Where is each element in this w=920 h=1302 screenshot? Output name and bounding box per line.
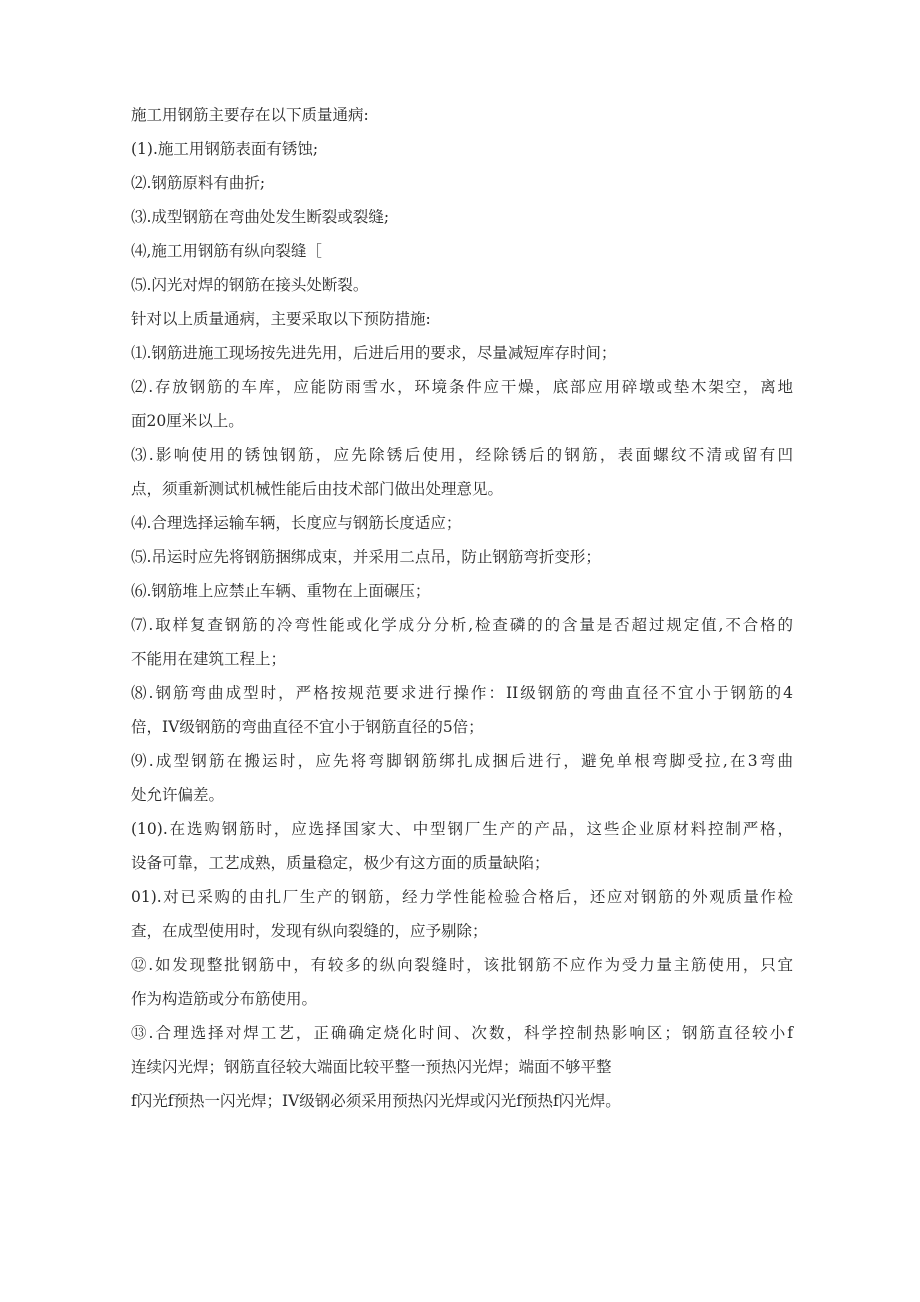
problem-item: ⑵.钢筋原料有曲折;: [131, 174, 266, 192]
document-body: [131, 98, 793, 1118]
measure-item-continuation: 处允许偏差。: [131, 786, 225, 804]
measure-item: 01).对已采购的由扎厂生产的钢筋，经力学性能检验合格后，还应对钢筋的外观质量作检: [131, 888, 793, 906]
measure-item-continuation: 不能用在建筑工程上；: [131, 650, 287, 668]
measure-item-continuation: 点，须重新测试机械性能后由技术部门做出处理意见。: [131, 480, 504, 498]
measure-item: ⑫.如发现整批钢筋中，有较多的纵向裂缝时，该批钢筋不应作为受力量主筋使用，只宜: [131, 956, 793, 974]
measure-item-continuation: 倍，IV级钢筋的弯曲直径不宜小于钢筋直径的5倍；: [131, 718, 484, 736]
measure-item-continuation: f闪光f预热一闪光焊；IV级钢必须采用预热闪光焊或闪光f预热f闪光焊。: [131, 1092, 621, 1110]
measures-intro-line: 针对以上质量通病，主要采取以下预防措施:: [131, 310, 431, 328]
measure-item: ⑴.钢筋进施工现场按先进先用，后进后用的要求，尽量减短库存时间；: [131, 344, 617, 362]
problem-item: (1).施工用钢筋表面有锈蚀;: [131, 140, 319, 158]
measure-item-continuation: 连续闪光焊；钢筋直径较大端面比较平整一预热闪光焊；端面不够平整: [131, 1058, 612, 1076]
measure-item-continuation: 作为构造筋或分布筋使用。: [131, 990, 318, 1008]
measure-item: ⑼.成型钢筋在搬运时，应先将弯脚钢筋绑扎成捆后进行，避免单根弯脚受拉,在3弯曲: [131, 752, 793, 770]
intro-line: 施工用钢筋主要存在以下质量通病:: [131, 106, 369, 124]
measure-item: ⑶.影响使用的锈蚀钢筋，应先除锈后使用，经除锈后的钢筋，表面螺纹不清或留有凹: [131, 446, 793, 464]
problem-item: ⑶.成型钢筋在弯曲处发生断裂或裂缝;: [131, 208, 390, 226]
measure-item: ⑸.吊运时应先将钢筋捆绑成束，并采用二点吊，防止钢筋弯折变形；: [131, 548, 601, 566]
measure-item: ⑵.存放钢筋的车库，应能防雨雪水，环境条件应干燥，底部应用碎墩或垫木架空，离地: [131, 378, 793, 396]
measure-item-continuation: 查，在成型使用时，发现有纵向裂缝的，应予剔除；: [131, 922, 488, 940]
measure-item-continuation: 面20厘米以上。: [131, 412, 244, 430]
measure-item: ⑷.合理选择运输车辆，长度应与钢筋长度适应；: [131, 514, 462, 532]
measure-item: (10).在选购钢筋时，应选择国家大、中型钢厂生产的产品，这些企业原材料控制严格，: [131, 820, 793, 838]
measure-item-continuation: 设备可靠，工艺成熟，质量稳定，极少有这方面的质量缺陷；: [131, 854, 550, 872]
problem-item: ⑸.闪光对焊的钢筋在接头处断裂。: [131, 276, 369, 294]
measure-item: ⑺.取样复查钢筋的冷弯性能或化学成分分析,检查磷的的含量是否超过规定值,不合格的: [131, 616, 793, 634]
measure-item: ⑻.钢筋弯曲成型时，严格按规范要求进行操作：II级钢筋的弯曲直径不宜小于钢筋的4: [131, 684, 793, 702]
problem-item: ⑷,施工用钢筋有纵向裂缝［: [131, 242, 322, 260]
measure-item: ⑹.钢筋堆上应禁止车辆、重物在上面碾压；: [131, 582, 431, 600]
measure-item: ⑬.合理选择对焊工艺，正确确定烧化时间、次数，科学控制热影响区；钢筋直径较小f: [131, 1024, 793, 1042]
